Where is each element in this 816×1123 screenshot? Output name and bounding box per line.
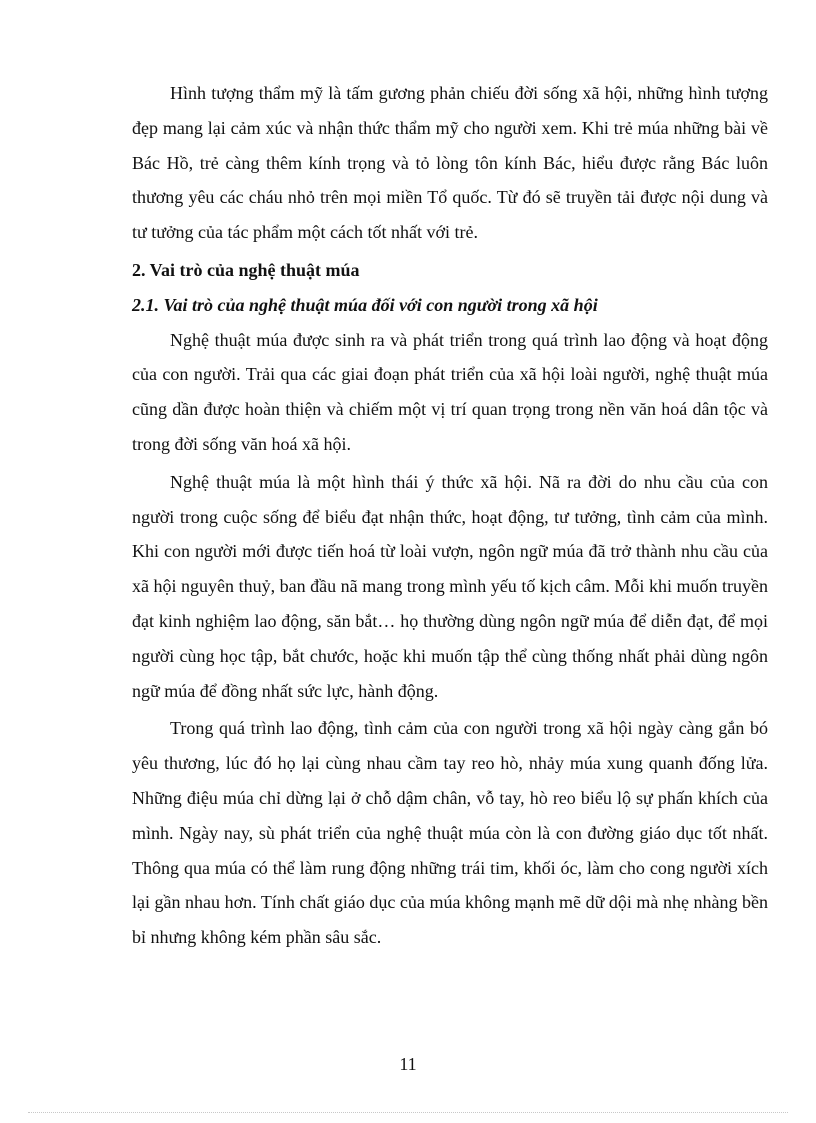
page-number: 11 bbox=[399, 1054, 417, 1074]
section-heading: 2. Vai trò của nghệ thuật múa bbox=[132, 259, 360, 280]
subsection-heading: 2.1. Vai trò của nghệ thuật múa đối với con người trong xã hội bbox=[132, 294, 598, 315]
paragraph-1: Nghệ thuật múa được sinh ra và phát triển trong quá trình lao động và hoạt động của con người. Trải qua các giai đoạn phát triển của xã hội loài người, nghệ thuật múa cũng dần được hoàn thiện và chiếm một vị trí quan trọng trong nền văn hoá dân tộc và trong đời sống văn hoá xã hội. bbox=[132, 329, 768, 454]
paragraph-2: Nghệ thuật múa là một hình thái ý thức xã hội. Nã ra đời do nhu cầu của con người trong cuộc sống để biểu đạt nhận thức, hoạt động, tư tưởng, tình cảm của mình. Khi con người mới được tiến hoá từ loài vượn, ngôn ngữ múa đã trở thành nhu cầu của xã hội nguyên thuỷ, ban đầu nã mang trong mình yếu tố kịch câm. Mỗi khi muốn truyền đạt kinh nghiệm lao động, săn bắt… họ thường dùng ngôn ngữ múa để diễn đạt, để mọi người cùng học tập, bắt chước, hoặc khi muốn tập thể cùng thống nhất phải dùng ngôn ngữ múa để đồng nhất sức lực, hành động. bbox=[132, 471, 768, 701]
paragraph-intro: Hình tượng thẩm mỹ là tấm gương phản chiếu đời sống xã hội, những hình tượng đẹp mang lại cảm xúc và nhận thức thẩm mỹ cho người xem. Khi trẻ múa những bài về Bác Hồ, trẻ càng thêm kính trọng và tỏ lòng tôn kính Bác, hiểu được rằng Bác luôn thương yêu các cháu nhỏ trên mọi miền Tổ quốc. Từ đó sẽ truyền tải được nội dung và tư tưởng của tác phẩm một cách tốt nhất với trẻ. bbox=[132, 83, 768, 243]
paragraph-3: Trong quá trình lao động, tình cảm của con người trong xã hội ngày càng gắn bó yêu thương, lúc đó họ lại cùng nhau cầm tay reo hò, nhảy múa xung quanh đống lửa. Những điệu múa chỉ dừng lại ở chỗ dậm chân, vỗ tay, hò reo biểu lộ sự phấn khích của mình. Ngày nay, sù phát triển của nghệ thuật múa còn là con đường giáo dục tốt nhất. Thông qua múa có thể làm rung động những trái tim, khối óc, làm cho cong người xích lại gần nhau hơn. Tính chất giáo dục của múa không mạnh mẽ dữ dội mà nhẹ nhàng bền bỉ nhưng không kém phần sâu sắc. bbox=[132, 718, 768, 948]
page-body bbox=[132, 76, 768, 955]
page-bottom-divider bbox=[28, 1112, 788, 1113]
